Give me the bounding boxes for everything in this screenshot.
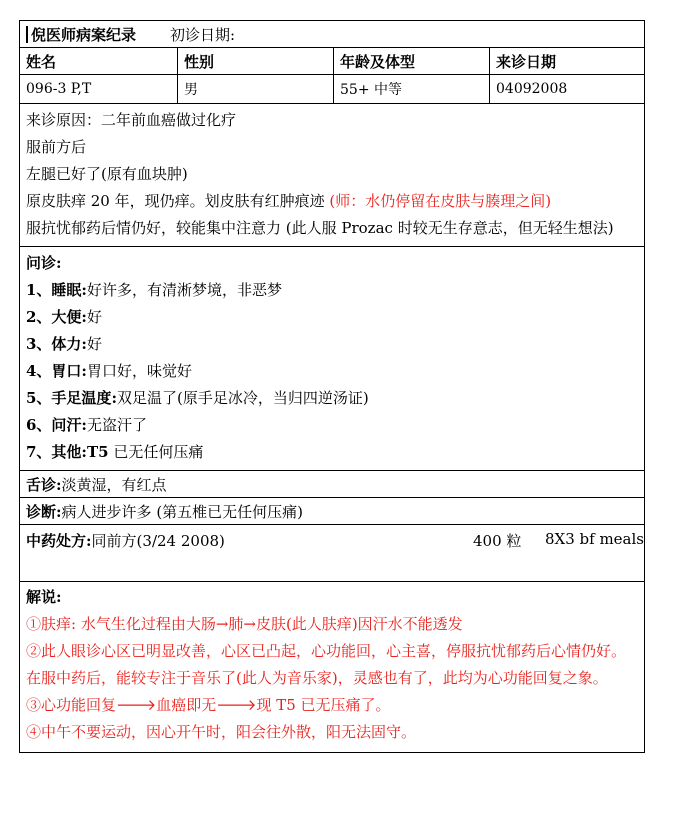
visit-reason-text: 二年前血癌做过化疗 (101, 111, 237, 129)
inquiry-label: 问诊: (26, 254, 62, 272)
prescription-quantity: 400 粒 (473, 532, 522, 550)
explanation-item-4: ④中午不要运动，因心开午时，阳会往外散，阳无法固守。 (26, 723, 417, 741)
tongue-label: 舌诊: (26, 475, 62, 494)
explanation-item-1: ①肤痒: 水气生化过程由大肠→肺→皮肤(此人肤痒)因汗水不能透发 (26, 615, 463, 633)
inquiry-value: 好许多，有清淅梦境，非恶梦 (86, 281, 282, 299)
visit-reason-line4 (26, 188, 638, 215)
visit-reason-section (20, 104, 644, 247)
visit-reason-line3: 左腿已好了(原有血块肿) (26, 165, 188, 183)
patient-id: 096-3 P,T (20, 75, 178, 103)
record-title: 倪医师病案纪录 (31, 25, 137, 44)
prescription-main (26, 530, 225, 551)
inquiry-key: 4、胃口: (26, 362, 87, 380)
inquiry-item-other (26, 439, 638, 466)
inquiry-value: 已无任何压痛 (108, 443, 204, 461)
diagnosis-value: 病人进步许多 (第五椎已无任何压痛) (61, 502, 304, 521)
explanation-item-2: ②此人眼诊心区已明显改善，心区已凸起，心功能回，心主喜，停服抗忧郁药后心情仍好。在服中药后，能较专注于音乐了(此人为音乐家)，灵感也有了，此均为心功能回复之象。 (26, 642, 627, 687)
teacher-annotation: (师：水仍停留在皮肤与腠理之间) (329, 192, 552, 210)
diagnosis-section (20, 498, 644, 525)
tongue-section (20, 471, 644, 498)
header-gender: 性别 (178, 48, 334, 74)
inquiry-item-appetite (26, 358, 638, 385)
header-visit-date: 来诊日期 (496, 52, 557, 71)
inquiry-key: 7、其他: (26, 443, 87, 461)
inquiry-key: 5、手足温度: (26, 389, 117, 407)
inquiry-item-limb-temp (26, 385, 638, 412)
inquiry-key: 2、大便: (26, 308, 87, 326)
prescription-dosage: 8X3 bf meals (545, 530, 644, 548)
inquiry-value: 胃口好，味觉好 (86, 362, 192, 380)
inquiry-item-sweat (26, 412, 638, 439)
patient-table-header (20, 48, 644, 75)
inquiry-value-bold: T5 (86, 443, 109, 461)
patient-visit-date: 04092008 (496, 81, 568, 97)
prescription-label: 中药处方: (26, 532, 92, 550)
header-name: 姓名 (20, 48, 178, 74)
visit-reason-skin-text: 原皮肤痒 20 年，现仍痒。划皮肤有红肿痕迹 (26, 192, 330, 210)
inquiry-value: 双足温了(原手足冰冷，当归四逆汤证) (116, 389, 369, 407)
title-row (20, 21, 644, 48)
explanation-label: 解说: (26, 588, 62, 606)
title-bar-mark (26, 26, 28, 43)
inquiry-key: 3、体力: (26, 335, 87, 353)
inquiry-value: 好 (86, 308, 102, 326)
visit-reason-line1 (26, 107, 638, 134)
explanation-section (20, 582, 644, 752)
inquiry-item-sleep (26, 277, 638, 304)
tongue-value: 淡黄湿，有红点 (61, 475, 167, 494)
inquiry-value: 无盗汗了 (86, 416, 147, 434)
medical-record-form (19, 20, 645, 753)
inquiry-key: 1、睡眠: (26, 281, 87, 299)
first-visit-date-label: 初诊日期: (170, 25, 236, 44)
prescription-value: 同前方(3/24 2008) (91, 532, 225, 550)
inquiry-value: 好 (86, 335, 102, 353)
header-age-build: 年龄及体型 (334, 48, 490, 74)
inquiry-item-stool (26, 304, 638, 331)
explanation-item-3: ③心功能回复🡒血癌即无🡒现 T5 已无压痛了。 (26, 696, 391, 714)
patient-gender: 男 (178, 75, 334, 103)
diagnosis-label: 诊断: (26, 502, 62, 521)
visit-reason-label: 来诊原因： (26, 111, 102, 129)
inquiry-key: 6、问汗: (26, 416, 87, 434)
inquiry-section (20, 247, 644, 471)
patient-table-values (20, 75, 644, 104)
visit-reason-line5: 服抗忧郁药后情仍好，较能集中注意力 (此人服 Prozac 时较无生存意志，但无轻生想法) (26, 219, 614, 237)
inquiry-item-energy (26, 331, 638, 358)
visit-reason-line2: 服前方后 (26, 138, 87, 156)
patient-age-build: 55+ 中等 (334, 75, 490, 103)
prescription-section (20, 525, 644, 582)
